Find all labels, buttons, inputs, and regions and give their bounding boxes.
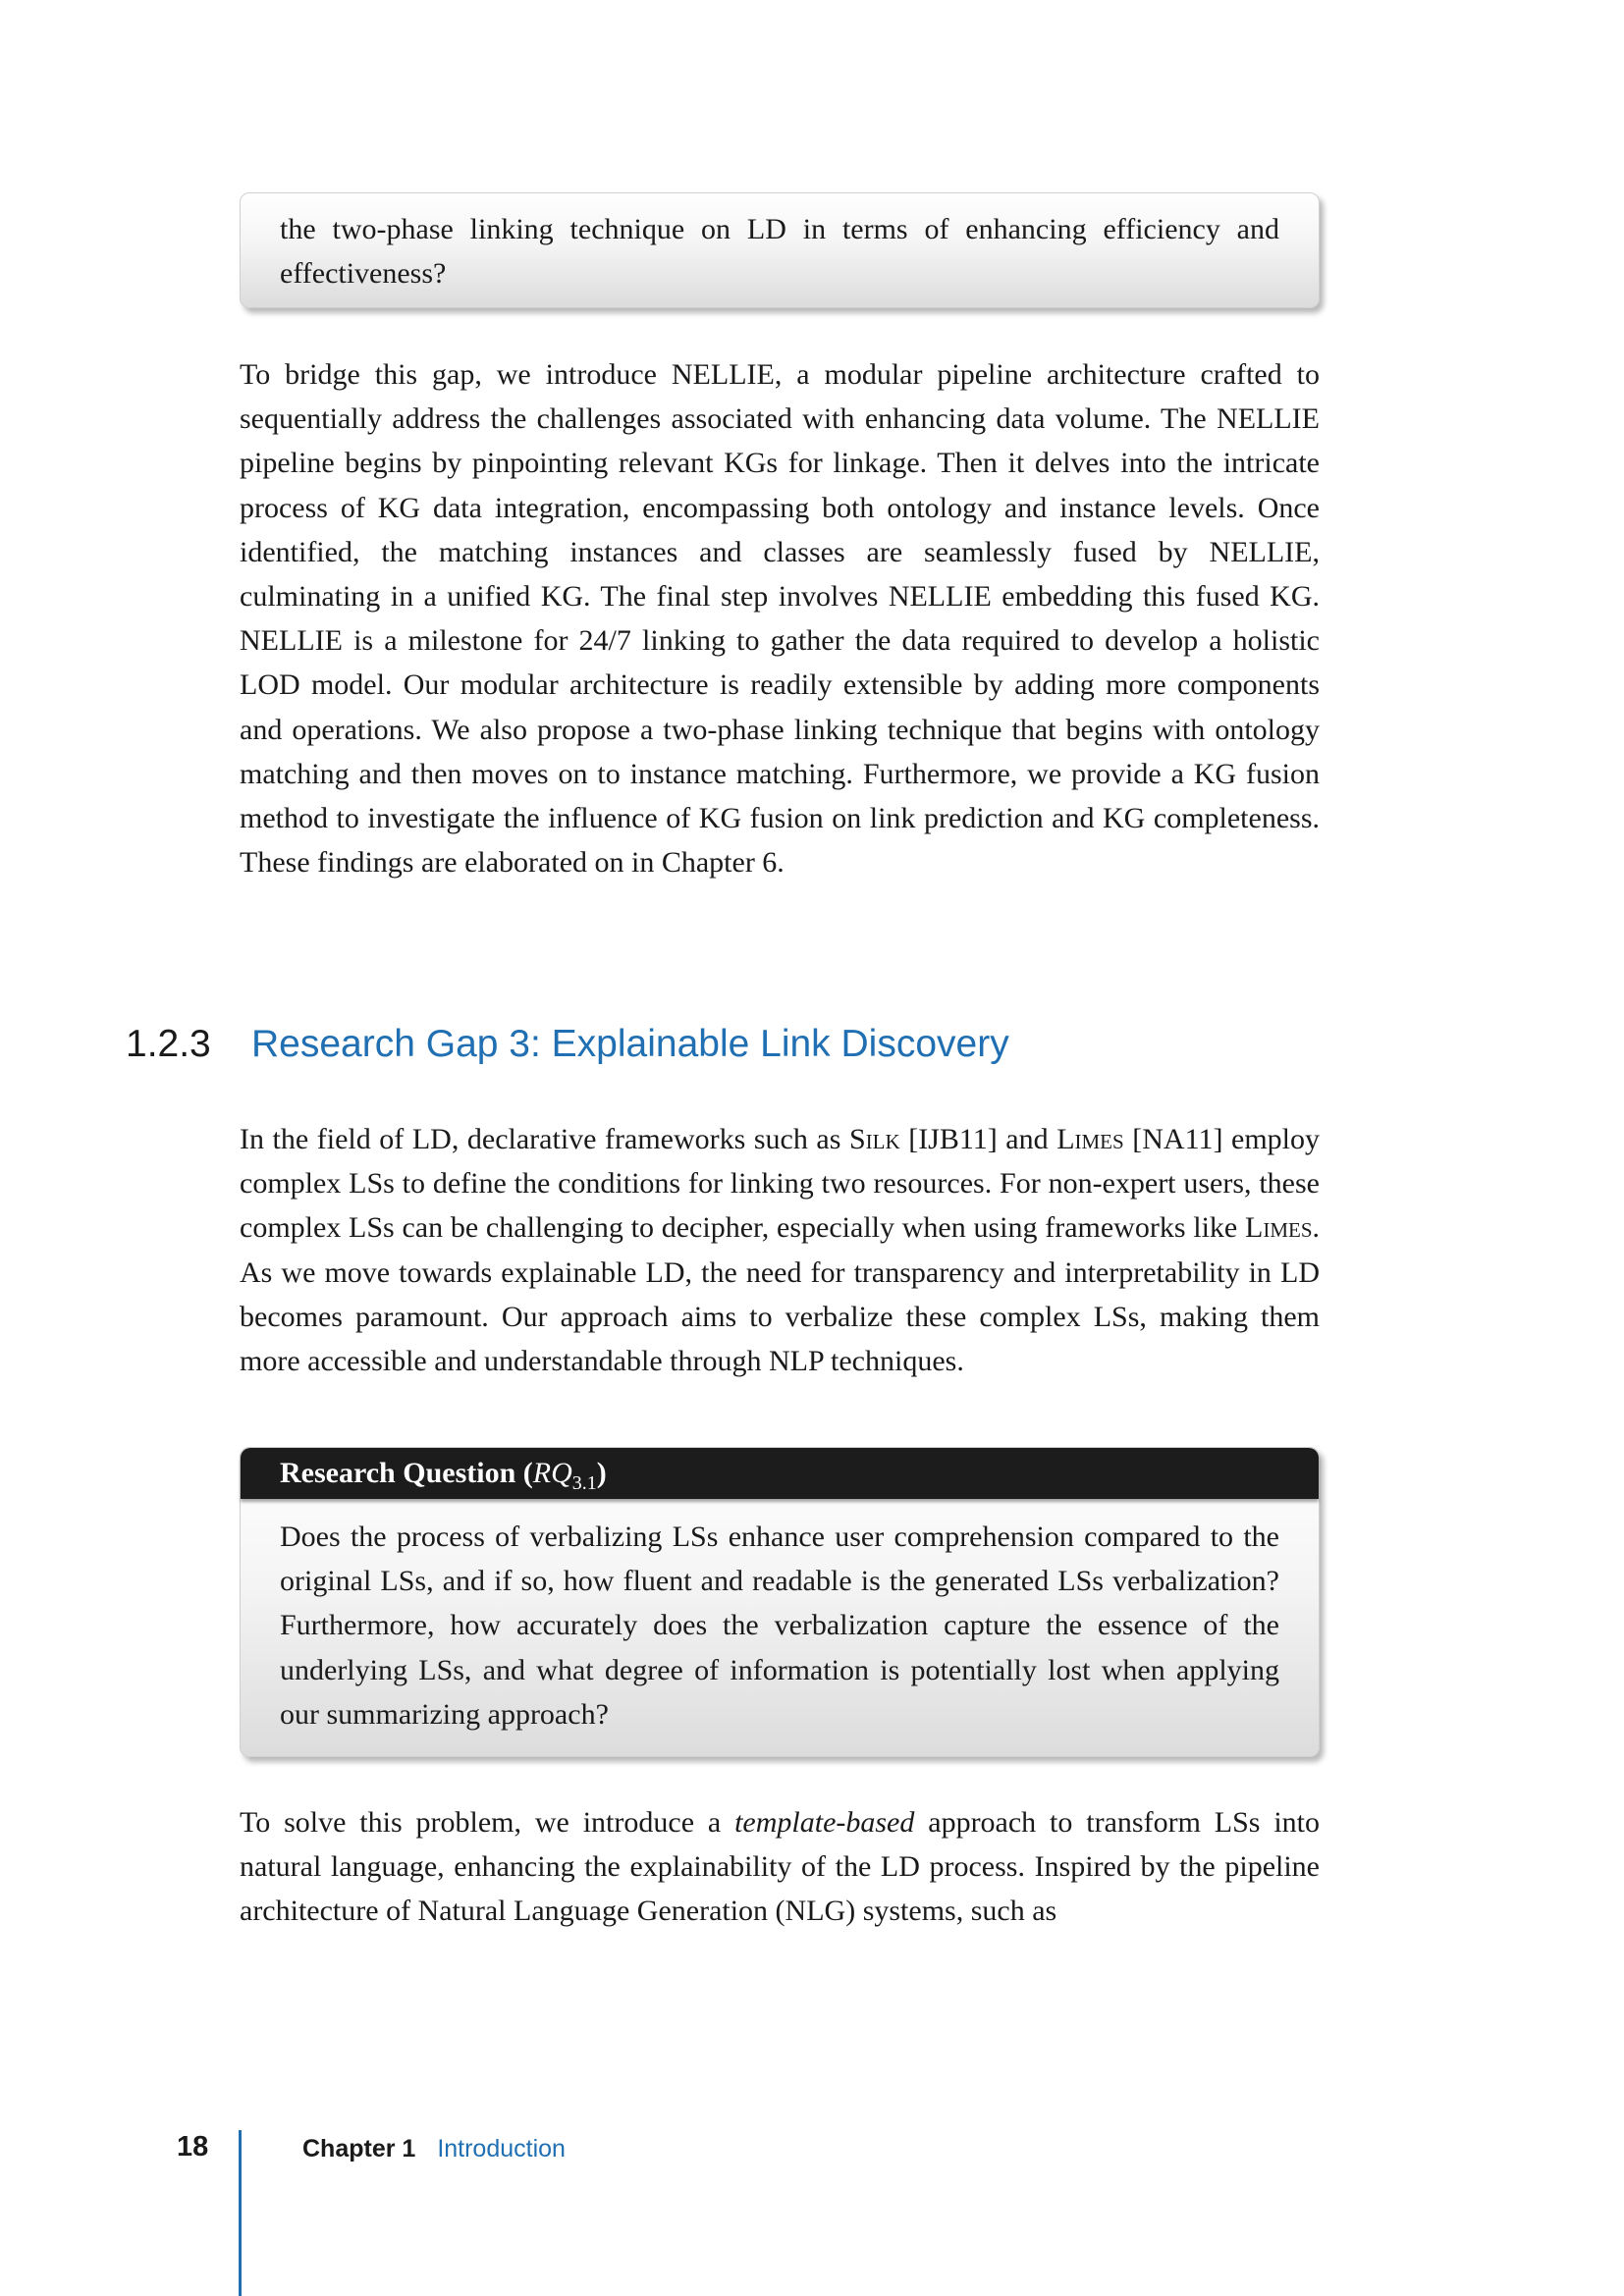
footer-chapter xyxy=(302,2135,566,2163)
framework-name-limes: Limes xyxy=(1245,1211,1313,1245)
paragraph-nellie: To bridge this gap, we introduce NELLIE, a modular pipeline architecture crafted to sequentially address the challenges associated with enhancing data volume. The NELLIE pipeline begins by pinpointing relevant KGs for linkage. Then it delves into the intricate process of KG data integration, encompassing both ontology and instance levels. Once identified, the matching instances and classes are seamlessly fused by NELLIE, culminating in a unified KG. The final step involves NELLIE embedding this fused KG. NELLIE is a milestone for 24/7 linking to gather the data required to develop a holistic LOD model. Our modular architecture is readily extensible by adding more components and operations. We also propose a two-phase linking technique that begins with ontology matching and then moves on to instance matching. Furthermore, we provide a KG fusion method to investigate the influence of KG fusion on link prediction and KG completeness. These findings are elaborated on in Chapter 6. xyxy=(240,358,1320,880)
research-question-title: Research Question ( xyxy=(280,1457,533,1489)
chapter-label: Chapter 1 xyxy=(302,2135,416,2163)
framework-name-silk: Silk xyxy=(848,1123,900,1155)
paragraph-text: To solve this problem, we introduce a xyxy=(240,1806,735,1839)
research-question-text-continued: the two-phase linking technique on LD in terms of enhancing efficiency and effectiveness? xyxy=(280,213,1279,291)
research-question-box-continued xyxy=(240,192,1320,308)
section-title: Research Gap 3: Explainable Link Discovery xyxy=(251,1023,1009,1065)
paragraph-text: [NA11] employ complex LSs to define the conditions for linking two resources. For non-expert users, these complex LSs can be challenging to decipher, especially when using frameworks like xyxy=(240,1123,1320,1245)
paragraph-text: approach to transform LSs into natural language, enhancing the explainability of the LD process. Inspired by the pipeline architecture of Natural Language Generation (NLG) systems, such as xyxy=(240,1806,1321,1928)
emphasis-text: template-based xyxy=(734,1806,915,1839)
chapter-name: Introduction xyxy=(437,2135,566,2163)
research-question-text: Does the process of verbalizing LSs enhance user comprehension compared to the original LSs, and if so, how fluent and readable is the generated LSs verbalization? Furthermore, how accurately does the verbalization capture the essence of the underlying LSs, and what degree of information is potentially lost when applying our summarizing approach? xyxy=(280,1521,1279,1731)
research-question-symbol: $RQ_{3.1}$ xyxy=(532,1457,597,1494)
paragraph-explainable-ld xyxy=(240,1117,1320,1383)
paragraph-template-based xyxy=(240,1800,1320,1934)
footer-divider xyxy=(239,2130,242,2296)
section-heading xyxy=(126,1017,1009,1072)
framework-name-limes: Limes xyxy=(1056,1123,1124,1155)
research-question-header xyxy=(241,1448,1319,1499)
paragraph-text: In the field of LD, declarative frameworks such as xyxy=(240,1123,849,1155)
research-question-subscript: 3.1 xyxy=(571,1472,597,1494)
page-number: 18 xyxy=(177,2131,209,2163)
section-number: 1.2.3 xyxy=(126,1023,211,1065)
paragraph-text: . As we move towards explainable LD, the need for transparency and interpretability in LD becomes paramount. Our approach aims to verbalize these complex LSs, making them more accessible and understandable through NLP techniques. xyxy=(240,1211,1320,1378)
research-question-box xyxy=(240,1447,1320,1757)
research-question-title-close: ) xyxy=(596,1457,607,1489)
paragraph-text: [IJB11] and xyxy=(899,1123,1057,1155)
